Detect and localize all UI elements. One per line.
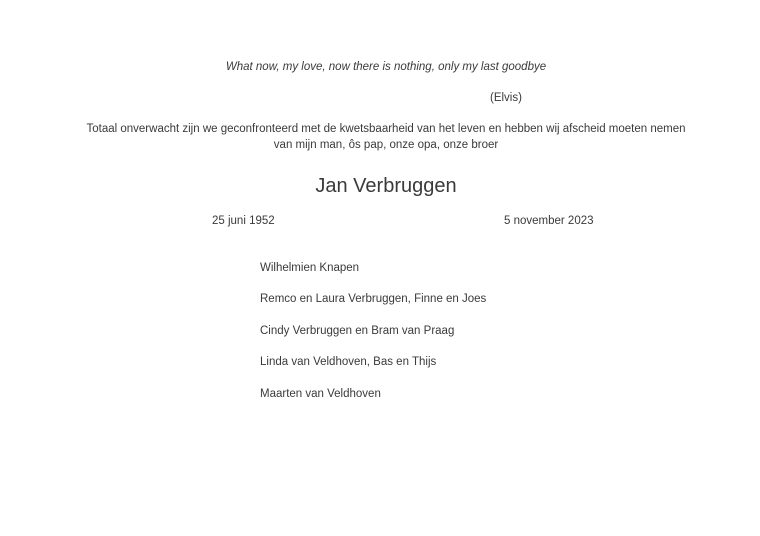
- quote-text: What now, my love, now there is nothing, only my last goodbye: [225, 61, 547, 73]
- mourner-item: Wilhelmien Knapen: [260, 262, 360, 274]
- birth-date: 25 juni 1952: [212, 215, 275, 227]
- intro-line-2: van mijn man, ôs pap, onze opa, onze broer: [273, 139, 499, 151]
- mourner-item: Maarten van Veldhoven: [260, 388, 381, 400]
- deceased-name: Jan Verbruggen: [315, 175, 457, 197]
- death-date: 5 november 2023: [504, 215, 594, 227]
- mourner-item: Linda van Veldhoven, Bas en Thijs: [260, 356, 437, 368]
- intro-line-1: Totaal onverwacht zijn we geconfronteerd met de kwetsbaarheid van het leven en hebben wij afscheid moeten nemen: [86, 123, 686, 135]
- mourner-item: Cindy Verbruggen en Bram van Praag: [260, 325, 455, 337]
- quote-attribution: (Elvis): [490, 92, 522, 104]
- mourner-item: Remco en Laura Verbruggen, Finne en Joes: [260, 293, 487, 305]
